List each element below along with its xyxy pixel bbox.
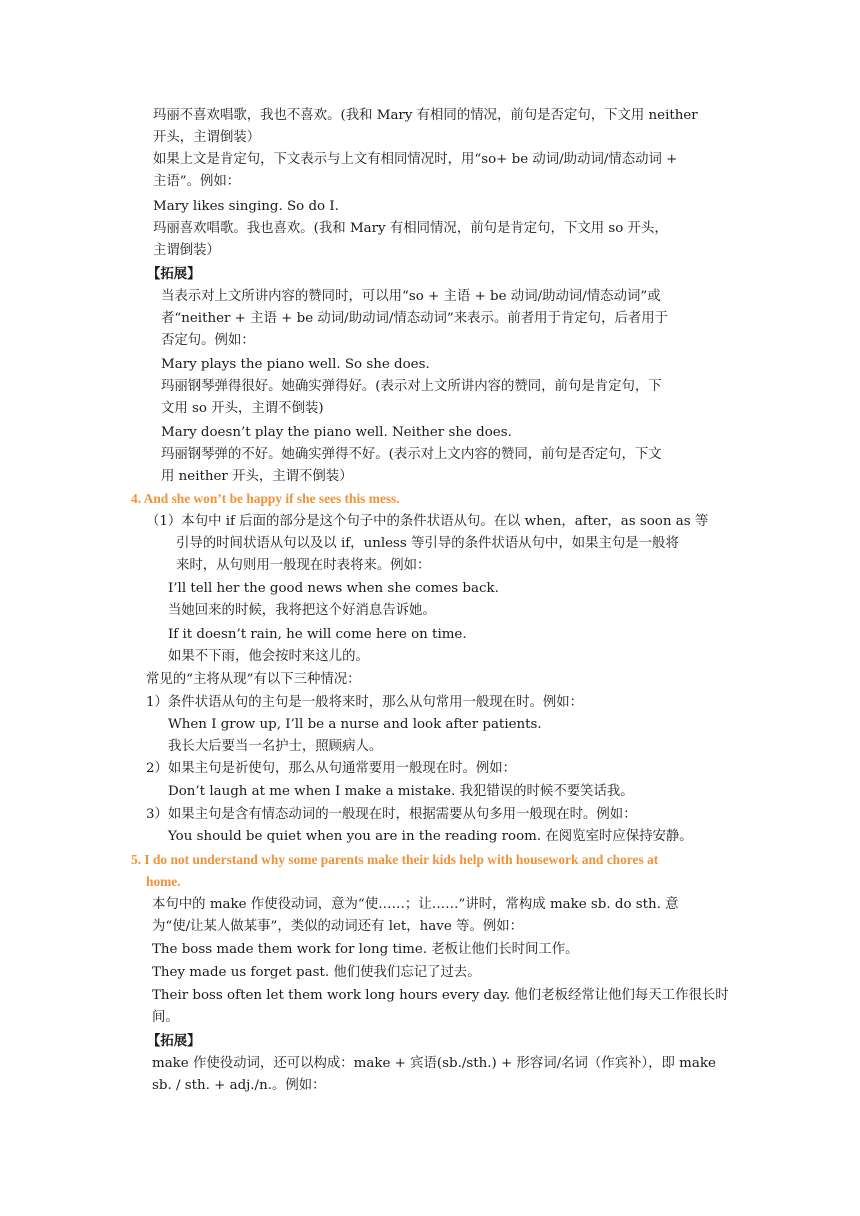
text-line: 当她回来的时候，我将把这个好消息告诉她。 bbox=[168, 603, 436, 618]
text-line: 间。 bbox=[152, 1010, 179, 1025]
text-line: 3）如果主句是含有情态动词的一般现在时，根据需要从句多用一般现在时。例如： bbox=[146, 807, 637, 822]
text-line: I’ll tell her the good news when she comes back. bbox=[168, 581, 499, 596]
text-line: 主语”。例如： bbox=[153, 174, 241, 189]
text-line: 2）如果主句是祈使句，那么从句通常要用一般现在时。例如： bbox=[146, 761, 517, 776]
text-line: （1）本句中 if 后面的部分是这个句子中的条件状语从句。在以 when，after，as soon as 等 bbox=[146, 514, 709, 529]
text-line: If it doesn’t rain, he will come here on time. bbox=[168, 627, 467, 642]
text-line: 如果上文是肯定句，下文表示与上文有相同情况时，用“so+ be 动词/助动词/情态动词 + bbox=[153, 152, 678, 167]
text-line: 玛丽喜欢唱歌。我也喜欢。(我和 Mary 有相同情况，前句是肯定句，下文用 so 开头， bbox=[153, 221, 668, 236]
text-line: 玛丽不喜欢唱歌，我也不喜欢。(我和 Mary 有相同的情况，前句是否定句，下文用 neither bbox=[153, 108, 698, 123]
text-line: Mary likes singing. So do I. bbox=[153, 199, 339, 214]
text-line: 开头，主谓倒装） bbox=[153, 130, 261, 145]
text-line: 本句中的 make 作使役动词，意为“使……；让……”讲时，常构成 make sb. do sth. 意 bbox=[152, 897, 679, 912]
text-line: make 作使役动词，还可以构成：make + 宾语(sb./sth.) + 形容词/名词（作宾补），即 make bbox=[152, 1056, 716, 1071]
text-line: You should be quiet when you are in the reading room. 在阅览室时应保持安静。 bbox=[168, 829, 693, 844]
text-line: 文用 so 开头，主谓不倒装) bbox=[161, 401, 324, 416]
text-line: 【拓展】 bbox=[147, 266, 201, 282]
section-heading: 5. I do not understand why some parents make their kids help with housework and chores at bbox=[131, 852, 659, 867]
text-line: 1）条件状语从句的主句是一般将来时，那么从句常用一般现在时。例如： bbox=[146, 695, 584, 710]
text-line: 者“neither + 主语 + be 动词/助动词/情态动词”来表示。前者用于肯定句，后者用于 bbox=[161, 311, 669, 326]
text-line: 为“使/让某人做某事”，类似的动词还有 let，have 等。例如： bbox=[152, 919, 523, 934]
text-line: 玛丽钢琴弹的不好。她确实弹得不好。(表示对上文内容的赞同，前句是否定句，下文 bbox=[161, 447, 662, 462]
text-line: sb. / sth. + adj./n.。例如： bbox=[152, 1078, 326, 1093]
text-line: 【拓展】 bbox=[147, 1033, 201, 1049]
text-line: The boss made them work for long time. 老板让他们长时间工作。 bbox=[152, 942, 579, 957]
text-line: 主谓倒装） bbox=[153, 243, 220, 258]
text-line: 我长大后要当一名护士，照顾病人。 bbox=[168, 739, 383, 754]
text-line: 玛丽钢琴弹得很好。她确实弹得好。(表示对上文所讲内容的赞同，前句是肯定句，下 bbox=[161, 379, 662, 394]
section-heading: home. bbox=[146, 874, 181, 889]
text-line: When I grow up, I’ll be a nurse and look after patients. bbox=[168, 717, 542, 732]
text-line: 用 neither 开头，主谓不倒装） bbox=[161, 469, 353, 484]
text-line: 来时，从句则用一般现在时表将来。例如： bbox=[176, 558, 431, 573]
text-line: Don’t laugh at me when I make a mistake. 我犯错误的时候不要笑话我。 bbox=[168, 784, 634, 799]
text-line: Mary doesn’t play the piano well. Neither she does. bbox=[161, 425, 512, 440]
text-line: Their boss often let them work long hours every day. 他们老板经常让他们每天工作很长时 bbox=[152, 988, 729, 1003]
text-line: 当表示对上文所讲内容的赞同时，可以用“so + 主语 + be 动词/助动词/情态动词”或 bbox=[161, 289, 661, 304]
section-heading: 4. And she won’t be happy if she sees this mess. bbox=[131, 491, 400, 506]
text-line: 常见的“主将从现”有以下三种情况： bbox=[146, 672, 361, 687]
text-line: 如果不下雨，他会按时来这儿的。 bbox=[168, 649, 369, 664]
text-line: Mary plays the piano well. So she does. bbox=[161, 357, 430, 372]
text-line: 否定句。例如： bbox=[161, 333, 255, 348]
text-line: 引导的时间状语从句以及以 if，unless 等引导的条件状语从句中，如果主句是一般将 bbox=[176, 536, 679, 551]
text-line: They made us forget past. 他们使我们忘记了过去。 bbox=[152, 965, 481, 980]
